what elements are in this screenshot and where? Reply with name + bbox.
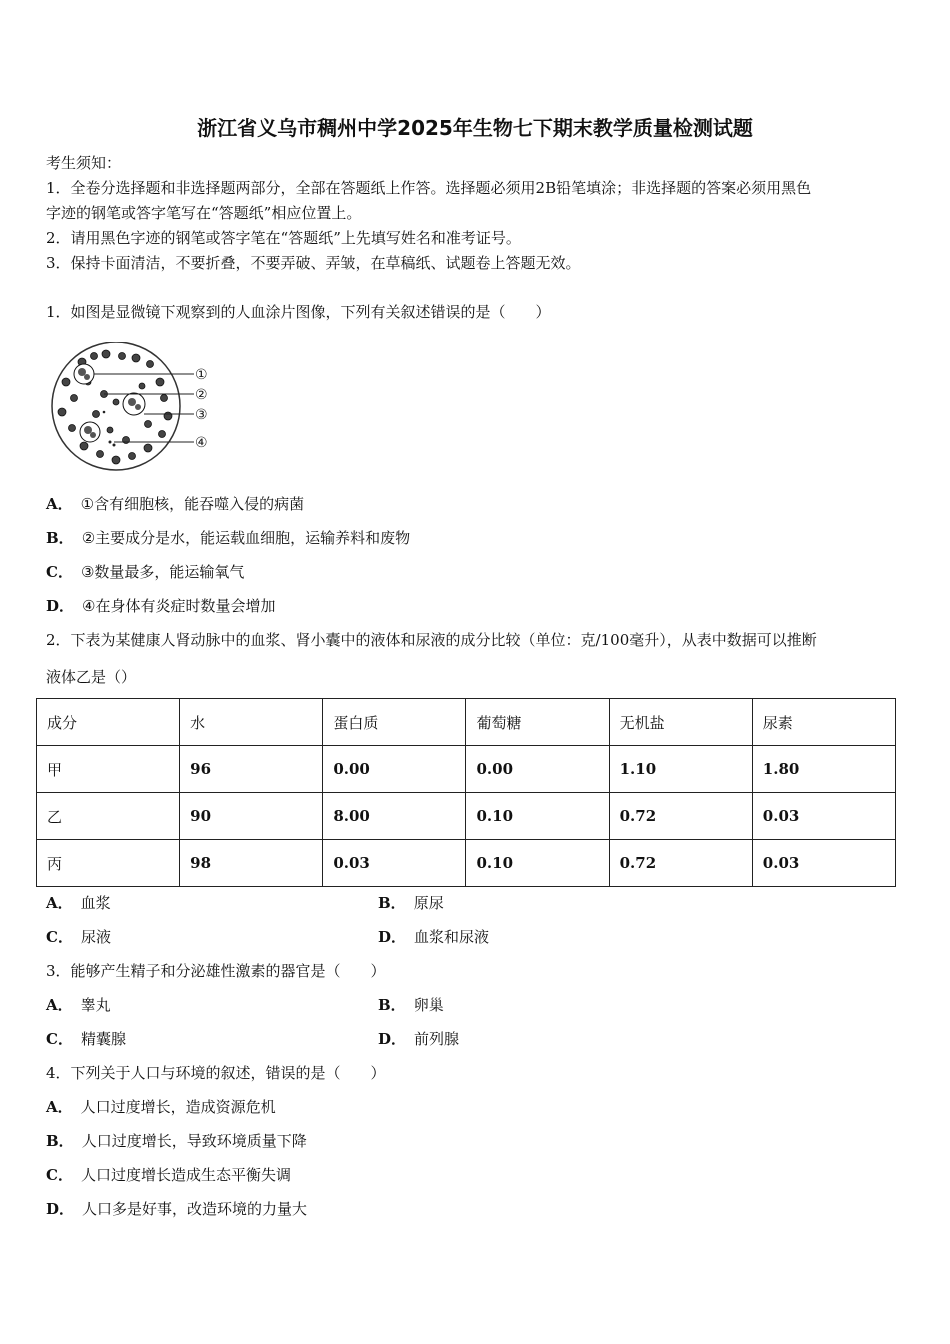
- option-text: 人口过度增长，导致环境质量下降: [81, 1132, 307, 1150]
- option-text: 原尿: [413, 894, 444, 912]
- option-d: [378, 1028, 459, 1050]
- option-c: [46, 1028, 126, 1050]
- table-cell: 1.80: [752, 746, 895, 793]
- figure-label: ②: [195, 387, 208, 403]
- table-cell: 乙: [37, 793, 180, 840]
- table-header-row: [37, 699, 896, 746]
- option-text: 前列腺: [414, 1030, 460, 1048]
- table-cell: 0.03: [323, 840, 466, 887]
- option-b: [378, 892, 444, 914]
- option-letter: D．: [378, 928, 407, 946]
- option-a: [46, 493, 304, 515]
- table-cell: 8.00: [323, 793, 466, 840]
- option-a: [46, 994, 111, 1016]
- notice-item: 1．全卷分选择题和非选择题两部分，全部在答题纸上作答。选择题必须用2B铅笔填涂；非选择题的答案必须用黑色: [46, 179, 812, 197]
- option-letter: B．: [46, 529, 74, 547]
- table-header: 水: [180, 699, 323, 746]
- question-1-stem: 1．如图是显微镜下观察到的人血涂片图像，下列有关叙述错误的是（ ）: [46, 303, 551, 321]
- option-text: 尿液: [80, 928, 111, 946]
- option-a: [46, 892, 111, 914]
- table-cell: 90: [180, 793, 323, 840]
- option-letter: C．: [46, 1030, 73, 1048]
- table-header: 成分: [37, 699, 180, 746]
- table-header: 无机盐: [609, 699, 752, 746]
- option-letter: A．: [46, 996, 73, 1014]
- option-c: [46, 1164, 291, 1186]
- option-text: 睾丸: [80, 996, 111, 1014]
- option-b: [46, 527, 410, 549]
- table-cell: 0.10: [466, 840, 609, 887]
- table-cell: 0.72: [609, 793, 752, 840]
- option-c: [46, 561, 244, 583]
- table-cell: 0.00: [466, 746, 609, 793]
- table-row: [37, 746, 896, 793]
- option-a: [46, 1096, 276, 1118]
- table-cell: 甲: [37, 746, 180, 793]
- option-text: 精囊腺: [80, 1030, 126, 1048]
- composition-table: [36, 698, 896, 887]
- notice-heading: 考生须知：: [46, 154, 122, 172]
- table-header: 尿素: [752, 699, 895, 746]
- figure-label: ③: [195, 407, 208, 423]
- table-cell: 0.03: [752, 793, 895, 840]
- table-header: 葡萄糖: [466, 699, 609, 746]
- table-row: [37, 840, 896, 887]
- option-b: [46, 1130, 307, 1152]
- option-letter: D．: [46, 1200, 75, 1218]
- option-text: 血浆: [80, 894, 111, 912]
- option-text: 人口过度增长，造成资源危机: [80, 1098, 276, 1116]
- option-text: 人口过度增长造成生态平衡失调: [80, 1166, 291, 1184]
- option-text: 卵巢: [413, 996, 444, 1014]
- option-letter: B．: [378, 996, 406, 1014]
- table-cell: 0.72: [609, 840, 752, 887]
- table-header: 蛋白质: [323, 699, 466, 746]
- table-cell: 0.03: [752, 840, 895, 887]
- option-d: [46, 1198, 307, 1220]
- table-cell: 0.00: [323, 746, 466, 793]
- option-letter: D．: [46, 597, 75, 615]
- question-2-stem: 2．下表为某健康人肾动脉中的血浆、肾小囊中的液体和尿液的成分比较（单位：克/100毫升），从表中数据可以推断: [46, 631, 817, 649]
- option-text: 血浆和尿液: [414, 928, 490, 946]
- page-title: 浙江省义乌市稠州中学2025年生物七下期末教学质量检测试题: [197, 116, 753, 140]
- option-text: ②主要成分是水，能运载血细胞，运输养料和废物: [81, 529, 411, 547]
- table-cell: 1.10: [609, 746, 752, 793]
- notice-item: 字迹的钢笔或答字笔写在“答题纸”相应位置上。: [46, 204, 362, 222]
- option-letter: C．: [46, 1166, 73, 1184]
- figure-label: ①: [195, 367, 208, 383]
- option-letter: A．: [46, 1098, 73, 1116]
- option-d: [46, 595, 275, 617]
- option-letter: C．: [46, 928, 73, 946]
- table-cell: 丙: [37, 840, 180, 887]
- option-text: ④在身体有炎症时数量会增加: [82, 597, 276, 615]
- table-cell: 96: [180, 746, 323, 793]
- option-letter: C．: [46, 563, 73, 581]
- option-letter: B．: [378, 894, 406, 912]
- table-cell: 0.10: [466, 793, 609, 840]
- blood-smear-figure: [44, 342, 224, 478]
- notice-item: 2．请用黑色字迹的钢笔或答字笔在“答题纸”上先填写姓名和准考证号。: [46, 229, 521, 247]
- question-2-stem-cont: 液体乙是（）: [46, 668, 137, 686]
- option-letter: A．: [46, 495, 73, 513]
- notice-item: 3．保持卡面清洁，不要折叠，不要弄破、弄皱，在草稿纸、试题卷上答题无效。: [46, 254, 581, 272]
- table-row: [37, 793, 896, 840]
- option-letter: D．: [378, 1030, 407, 1048]
- figure-label: ④: [195, 435, 208, 451]
- table-cell: 98: [180, 840, 323, 887]
- option-text: ③数量最多，能运输氧气: [80, 563, 245, 581]
- option-letter: A．: [46, 894, 73, 912]
- option-b: [378, 994, 444, 1016]
- option-c: [46, 926, 111, 948]
- question-4-stem: 4．下列关于人口与环境的叙述，错误的是（ ）: [46, 1064, 386, 1082]
- question-3-stem: 3．能够产生精子和分泌雄性激素的器官是（ ）: [46, 962, 386, 980]
- option-letter: B．: [46, 1132, 74, 1150]
- option-text: 人口多是好事，改造环境的力量大: [82, 1200, 308, 1218]
- option-text: ①含有细胞核，能吞噬入侵的病菌: [80, 495, 305, 513]
- option-d: [378, 926, 489, 948]
